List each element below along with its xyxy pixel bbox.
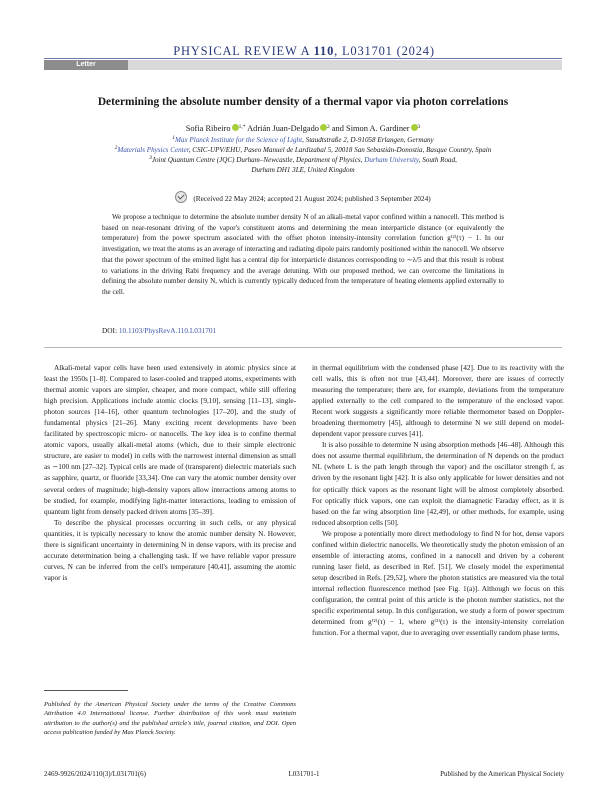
body-column-right (312, 362, 564, 638)
body-column-left (44, 362, 296, 583)
footer-issn: 2469-9926/2024/110(3)/L031701(6) (44, 770, 147, 778)
affiliation: $^3$Joint Quantum Centre (JQC) Durham–Newcastle, Department of Physics, Durham University, South Road, Durham DH1 3LE, United Kingdom (149, 155, 457, 174)
body-paragraph: To describe the physical processes occurring in such cells, or any physical quantities, it is typically necessary to know the atomic number density N. However, there is significant uncertainty in determining N in dense vapors, with its precise and accurate determination being a challenging task. If we have reliable vapor pressure curves, N can be inferred from the cell's temperature [40,41], assuming the atomic vapor is (44, 517, 296, 582)
affiliation-link[interactable]: Max Planck Institute for the Science of Light (175, 136, 303, 144)
author-name[interactable]: Simon A. Gardiner (346, 124, 410, 133)
body-paragraph: It is also possible to determine N using absorption methods [46–48]. Although this does not assume thermal equilibrium, the determination of N depends on the product NL (where L is the path length through the vapor) and the oscillator strength f, as driven by the resonant light [42]. It is also only applicable for lower densities and not for optically thick vapors as the resonant light will be almost completely absorbed. For optically thick vapors, one can exploit the diamagnetic Faraday effect, as it is based on the far wing absorption line [42,49], or other methods, for example, using reduced absorption cells [50]. (312, 440, 564, 527)
footer-publisher: Published by the American Physical Society (440, 770, 564, 778)
abstract: We propose a technique to determine the absolute number density N of an alkali-metal vapor confined within a nanocell. This method is based on near-resonant driving of the vapor's constituent atoms and determining the mean interparticle distance (or equivalently the temperature) from the power spectrum associated with the offset photon intensity-intensity correlation function g⁽²⁾(τ) − 1. In our investigation, we treat the atoms as an average of interacting and radiating dipole pairs randomly positioned within the nanocell. We observe that the power spectrum of the emitted light has a central dip for interparticle distances corresponding to ∼λ/5 and that this result is robust to variations in the driving Rabi frequency and the average detuning. With our proposed method, we can overcome the limitations in defining the absolute number density N, which is currently typically deduced from the temperature of heating elements applied externally to the cell. (102, 213, 504, 296)
footer-page-number: L031701-1 (288, 770, 320, 778)
body-paragraph: We propose a potentially more direct methodology to find N for hot, dense vapors confined within dielectric nanocells. We theoretically study the photon emission of an ensemble of interacting atoms, confined in a nanocell and driven by a coherent running laser field, as described in Ref. [51]. We closely model the experimental setup described in Refs. [29,52], where the photon statistics are measured via the total internal reflection fluorescence method [see Fig. 1(a)]. Although we focus on this configuration, the central point of this article is the photon number statistics, not the specific experimental setup. In this configuration, we study a form of power spectrum determined from g⁽²⁾(τ) − 1, where g⁽²⁾(τ) is the intensity-intensity correlation function. For a thermal vapor, due to averaging over essentially random phase terms, (312, 528, 564, 638)
footnote-rule (44, 690, 128, 691)
orcid-icon[interactable] (411, 124, 418, 131)
affiliation: $^2$Materials Physics Center, CSIC-UPV/EHU, Paseo Manuel de Lardizabal 5, 20018 San Sebastián-Donostia, Basque Country, Spain (114, 145, 492, 154)
section-rule (44, 347, 562, 348)
journal-name: PHYSICAL REVIEW A (173, 44, 310, 58)
license-footnote: Published by the American Physical Society under the terms of the Creative Commons Attribution 4.0 International license. Further distribution of this work must maintain attribution to the author(s) and the published article's title, journal citation, and DOI. Open access publication funded by Max Planck Society. (44, 701, 296, 737)
doi: DOI: 10.1103/PhysRevA.110.L031701 (102, 326, 217, 335)
journal-volume: 110 (313, 44, 335, 58)
affiliation-link[interactable]: Durham University (364, 156, 419, 164)
author-name[interactable]: Sofia Ribeiro (185, 124, 231, 133)
author-affil-mark: 1,* (238, 124, 246, 130)
header-rule (44, 58, 562, 59)
doi-link[interactable]: 10.1103/PhysRevA.110.L031701 (118, 326, 217, 335)
affiliation: $^1$Max Planck Institute for the Science of Light, Staudtstraße 2, D-91058 Erlangen, Germany (172, 135, 434, 144)
author-affil-mark: 2 (327, 124, 330, 130)
journal-citation: , L031701 (2024) (334, 44, 435, 58)
orcid-icon[interactable] (320, 124, 327, 131)
orcid-icon[interactable] (232, 124, 239, 131)
author-name[interactable]: Adrián Juan-Delgado (247, 124, 319, 133)
author-list: Sofia Ribeiro $^{1,*}$ Adrián Juan-Delgado $^2$ and Simon A. Gardiner $^3$ (185, 124, 421, 133)
check-for-updates-icon[interactable] (175, 191, 187, 203)
affiliation-link[interactable]: Materials Physics Center (117, 146, 189, 154)
article-type-tag: Letter (44, 60, 128, 70)
body-paragraph: Alkali-metal vapor cells have been used extensively in atomic physics since at least the 1950s [1–8]. Compared to laser-cooled and trapped atoms, experiments with thermal atomic vapors are simpler, cheaper, and more compact, while still offering high precision. Applications include atomic clocks [9,10], sensing [11–13], single-photon sources [14–16], other quantum technologies [17–20], and the study of fundamental physics [21–26]. Many exciting recent developments have been facilitated by spectroscopic micro- or nanocells. The key idea is to confine thermal atomic vapors, usually alkali-metal atoms (which, due to their simple electronic structure, are easier to model) in cells with the narrowest internal dimension as small as ∼100 nm [27–32]. Typical cells are made of (transparent) dielectric materials such as sapphire, quartz, or fluoride [33,34]. One can vary the atomic number density over several orders of magnitude; high-density vapors allow interactions among atoms to be studied, for example, modifying light-matter interactions, leading to emission of quantum light from densely packed driven atoms [35–39]. (44, 363, 296, 516)
article-title: Determining the absolute number density of a thermal vapor via photon correlations (97, 96, 509, 108)
journal-header (0, 44, 608, 59)
received-dates: (Received 22 May 2024; accepted 21 August 2024; published 3 September 2024) (44, 191, 562, 203)
body-paragraph: in thermal equilibrium with the condensed phase [42]. Due to its reactivity with the cell walls, this is often not true [43,44]. Moreover, there are issues of correctly measuring the temperature; there are, for example, deviations from the temperature applied externally to the cell compared to the temperature of the enclosed vapor. Recent work suggests a significantly more reliable thermometer based on Doppler-broadening thermometry [45], although to determine N we still depend on model-dependent vapor pressure curves [41]. (312, 363, 564, 439)
author-affil-mark: 3 (417, 124, 421, 130)
